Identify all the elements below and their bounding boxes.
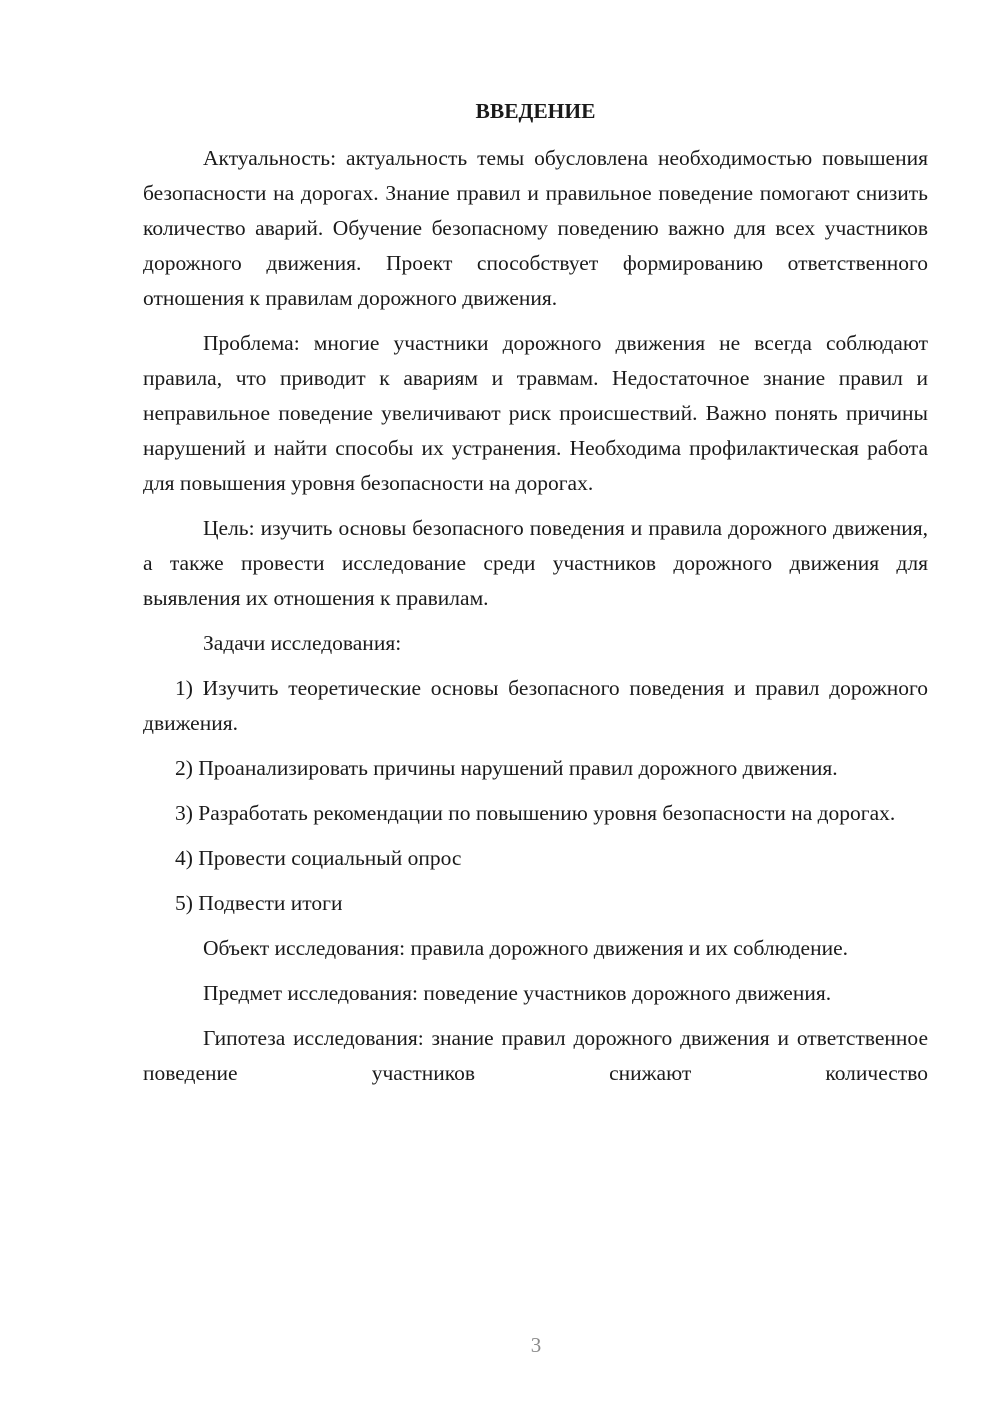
page-number: 3: [530, 1333, 542, 1357]
goal-paragraph: Цель: изучить основы безопасного поведения и правила дорожного движения, а также провести исследование среди участников дорожного движения для выявления их отношения к правилам.: [143, 516, 928, 610]
tasks-heading: Задачи исследования:: [203, 631, 402, 655]
task-item-1: 1) Изучить теоретические основы безопасного поведения и правил дорожного движения.: [143, 676, 928, 735]
relevance-paragraph: Актуальность: актуальность темы обусловлена необходимостью повышения безопасности на дорогах. Знание правил и правильное поведение помогают снизить количество аварий. Обучение безопасному поведению важно для всех участников дорожного движения. Проект способствует формированию ответственного отношения к правилам дорожного движения.: [143, 146, 928, 310]
problem-paragraph: Проблема: многие участники дорожного движения не всегда соблюдают правила, что приводит к авариям и травмам. Недостаточное знание правил и неправильное поведение увеличивают риск происшествий. Важно понять причины нарушений и найти способы их устранения. Необходима профилактическая работа для повышения уровня безопасности на дорогах.: [143, 331, 928, 495]
hypothesis-paragraph: Гипотеза исследования: знание правил дорожного движения и ответственное поведение участников снижают количество: [143, 1026, 928, 1085]
task-item-2: 2) Проанализировать причины нарушений правил дорожного движения.: [175, 756, 838, 780]
page-title: ВВЕДЕНИЕ: [475, 99, 596, 123]
task-item-3: 3) Разработать рекомендации по повышению уровня безопасности на дорогах.: [175, 801, 896, 825]
object-paragraph: Объект исследования: правила дорожного движения и их соблюдение.: [203, 936, 849, 960]
task-item-5: 5) Подвести итоги: [175, 891, 343, 915]
page-content: [143, 94, 928, 1101]
subject-paragraph: Предмет исследования: поведение участников дорожного движения.: [203, 981, 832, 1005]
task-item-4: 4) Провести социальный опрос: [175, 846, 462, 870]
